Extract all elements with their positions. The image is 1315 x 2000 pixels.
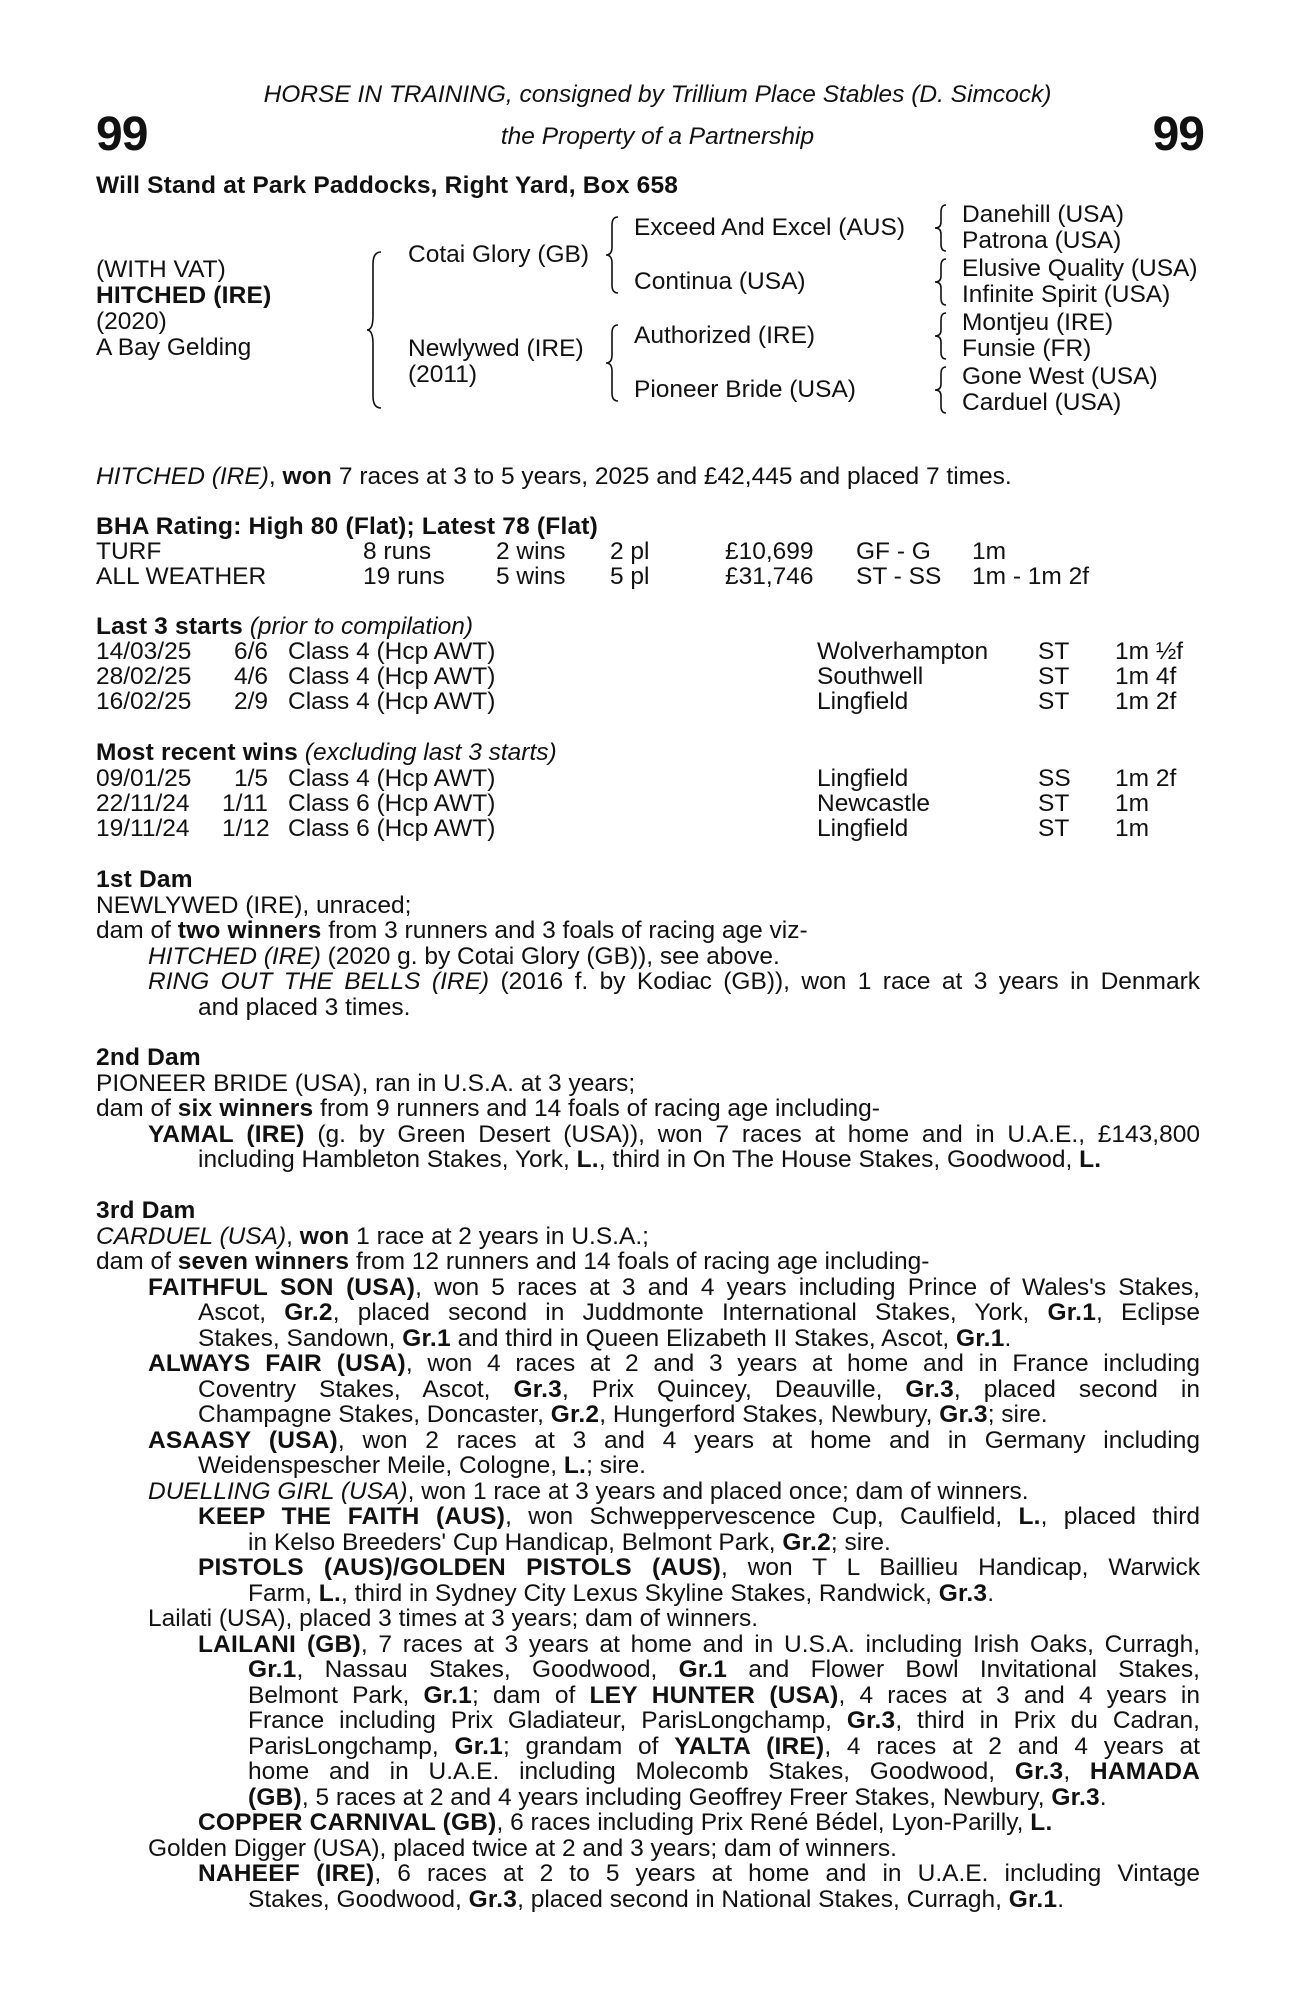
gg-4: Infinite Spirit (USA): [962, 281, 1171, 308]
foal-name: HITCHED (IRE): [148, 942, 321, 970]
text-bold: L.: [1030, 1809, 1053, 1836]
rating-runs: 19 runs: [363, 563, 445, 590]
text: from 9 runners and 14 foals of racing age including-: [313, 1095, 880, 1122]
text: Coventry Stakes, Ascot,: [198, 1375, 514, 1403]
text: dam of: [96, 1095, 178, 1122]
start-class: Class 4 (Hcp AWT): [288, 688, 496, 715]
text: Champagne Stakes, Doncaster,: [198, 1401, 551, 1428]
start-course: Wolverhampton: [817, 638, 989, 665]
gg-brace-3: [933, 310, 949, 362]
third-dam-line: [96, 1224, 1200, 1250]
summary-won: won: [282, 463, 333, 490]
foal-cont: [248, 1657, 1200, 1683]
text: , 6 races including Prix René Bédel, Lyon-Parilly,: [496, 1809, 1031, 1836]
gg-6: Funsie (FR): [962, 335, 1092, 362]
text-bold: Gr.1: [454, 1732, 503, 1760]
foal-cont: [96, 1785, 1200, 1811]
text: , won Schweppervescence Cup, Caulfield,: [505, 1503, 1019, 1530]
header-consignor: HORSE IN TRAINING, consigned by Trillium Place Stables (D. Simcock): [263, 81, 1052, 108]
text: from 12 runners and 14 foals of racing age including-: [349, 1248, 930, 1275]
start-date: 28/02/25: [96, 663, 192, 690]
text: ; sire.: [987, 1401, 1048, 1428]
text: ,: [1063, 1758, 1090, 1785]
text-bold: seven winners: [177, 1248, 350, 1275]
foal-cont: [248, 1734, 1200, 1760]
text: and third in Queen Elizabeth II Stakes, Ascot,: [450, 1324, 957, 1352]
foal-cont: [96, 1326, 1200, 1352]
pedigree-brace-main: [365, 250, 385, 410]
foal-cont: [248, 1708, 1200, 1734]
win-distance: 1m 2f: [1115, 765, 1177, 792]
second-dam-foal-cont: [96, 1147, 1200, 1173]
foal-cont: [96, 1887, 1200, 1913]
foal-name: FAITHFUL SON (USA): [148, 1273, 416, 1301]
text: ; sire.: [586, 1452, 646, 1479]
text: ; dam of: [471, 1681, 590, 1709]
start-going: ST: [1038, 638, 1070, 665]
gg-brace-1: [933, 202, 949, 254]
start-position: 6/6: [234, 638, 269, 665]
dam-year: (2011): [408, 361, 478, 388]
win-class: Class 4 (Hcp AWT): [288, 765, 496, 792]
text: , Prix Quincey, Deauville,: [561, 1375, 906, 1403]
summary-horse-name: HITCHED (IRE): [96, 463, 269, 490]
text-bold: Gr.1: [678, 1656, 728, 1683]
win-distance: 1m: [1115, 790, 1150, 817]
text: , Hungerford Stakes, Newbury,: [599, 1401, 940, 1428]
first-dam-foal-cont: and placed 3 times.: [198, 993, 411, 1021]
lot-number-left: 99: [96, 108, 148, 161]
win-class: Class 6 (Hcp AWT): [288, 815, 496, 842]
text: in Kelso Breeders' Cup Handicap, Belmont Park,: [248, 1528, 783, 1556]
gg-3: Elusive Quality (USA): [962, 255, 1198, 282]
foal-name: ASAASY (USA): [148, 1426, 338, 1454]
text-bold: won: [299, 1222, 350, 1250]
win-distance: 1m: [1115, 815, 1150, 842]
text: ,: [286, 1222, 300, 1250]
rating-prize: £31,746: [725, 563, 814, 590]
text: .: [1099, 1783, 1107, 1811]
text-bold: LEY HUNTER (USA): [589, 1681, 839, 1709]
text-bold: Gr.3: [468, 1885, 518, 1913]
dam-sire: Authorized (IRE): [634, 322, 816, 349]
second-dam-section: [96, 1045, 1200, 1173]
foal-lailani: [198, 1632, 1200, 1658]
text: , placed second in: [953, 1375, 1200, 1403]
foal-faithful-son: [148, 1275, 1200, 1301]
text: (g. by Green Desert (USA)), won 7 races at home and in U.A.E., £143,800: [304, 1120, 1200, 1148]
start-course: Lingfield: [817, 688, 909, 715]
foal-cont: [96, 1581, 1200, 1607]
text-bold: Gr.3: [938, 1579, 988, 1607]
text: , won T L Baillieu Handicap, Warwick: [721, 1554, 1200, 1581]
foal-name: YAMAL (IRE): [148, 1120, 305, 1148]
dam-name: CARDUEL (USA): [96, 1222, 287, 1250]
start-course: Southwell: [817, 663, 924, 690]
summary-text: 7 races at 3 to 5 years, 2025 and £42,445 and placed 7 times.: [332, 463, 1012, 490]
bha-rating-title: BHA Rating: High 80 (Flat); Latest 78 (Flat): [96, 513, 598, 540]
text: , won 2 races at 3 and 4 years at home and in Germany including: [337, 1426, 1200, 1454]
text: and Flower Bowl Invitational Stakes,: [727, 1656, 1200, 1683]
text-bold: HAMADA: [1089, 1758, 1200, 1785]
gg-brace-2: [933, 256, 949, 308]
text-bold: L.: [1018, 1503, 1041, 1530]
gg-2: Patrona (USA): [962, 227, 1122, 254]
foal-cont: [248, 1683, 1200, 1709]
text: ; grandam of: [502, 1732, 675, 1760]
text: .: [1057, 1885, 1065, 1913]
rating-distance: 1m: [972, 538, 1007, 565]
text-bold: Gr.1: [402, 1324, 451, 1352]
win-date: 22/11/24: [96, 790, 190, 817]
text-bold: L.: [318, 1579, 341, 1607]
text: , Nassau Stakes, Goodwood,: [296, 1656, 679, 1683]
second-dam-produce: [96, 1096, 1200, 1122]
start-position: 2/9: [234, 688, 269, 715]
gg-1: Danehill (USA): [962, 201, 1125, 228]
foal-cont: [96, 1402, 1200, 1428]
second-dam-line: PIONEER BRIDE (USA), ran in U.S.A. at 3 years;: [96, 1069, 636, 1097]
text: ParisLongchamp,: [248, 1732, 455, 1760]
text: , won 4 races at 2 and 3 years at home and in France including: [405, 1350, 1200, 1377]
start-date: 16/02/25: [96, 688, 192, 715]
text: Weidenspescher Meile, Cologne,: [198, 1452, 564, 1479]
text-bold: YALTA (IRE): [674, 1732, 825, 1760]
text-bold: Gr.3: [1051, 1783, 1100, 1811]
text-bold: Gr.1: [956, 1324, 1005, 1352]
text-bold: Gr.1: [423, 1681, 472, 1709]
text: .: [1004, 1324, 1012, 1352]
start-going: ST: [1038, 688, 1070, 715]
pedigree-brace-dam: [604, 323, 622, 403]
sire-dam: Continua (USA): [634, 268, 806, 295]
horse-name: HITCHED (IRE): [96, 282, 272, 309]
foal-cont: [96, 1453, 1200, 1479]
win-date: 09/01/25: [96, 765, 192, 792]
foal-name: KEEP THE FAITH (AUS): [198, 1503, 506, 1530]
pedigree-brace-sire: [604, 215, 622, 295]
gg-7: Gone West (USA): [962, 363, 1158, 390]
text-bold: Gr.3: [846, 1707, 896, 1734]
text: , won 5 races at 3 and 4 years including Prince of Wales's Stakes,: [415, 1273, 1200, 1301]
text-bold: Gr.2: [782, 1528, 831, 1556]
foal-asaasy: [148, 1428, 1200, 1454]
start-going: ST: [1038, 663, 1070, 690]
text-bold: six winners: [177, 1095, 314, 1122]
last-starts-note: (prior to compilation): [249, 613, 474, 640]
text-bold: (GB): [248, 1783, 302, 1811]
first-dam-foal: [96, 944, 1200, 970]
win-position: 1/11: [222, 790, 268, 817]
text: dam of: [96, 1248, 178, 1275]
win-going: ST: [1038, 815, 1070, 842]
win-going: ST: [1038, 790, 1070, 817]
text-bold: Gr.1: [248, 1656, 297, 1683]
text: .: [987, 1579, 995, 1607]
start-position: 4/6: [234, 663, 269, 690]
text-bold: Gr.3: [939, 1401, 988, 1428]
first-dam-foal: [148, 969, 1200, 995]
foal-naheef: [198, 1861, 1200, 1887]
text: Stakes, Goodwood,: [248, 1885, 469, 1913]
gg-brace-4: [933, 364, 949, 416]
start-distance: 1m 2f: [1115, 688, 1177, 715]
text: from 3 runners and 3 foals of racing age viz-: [321, 917, 808, 944]
second-dam-title: 2nd Dam: [96, 1044, 201, 1071]
first-dam-produce: [96, 918, 1200, 944]
vat-note: (WITH VAT): [96, 256, 226, 283]
stand-location: Will Stand at Park Paddocks, Right Yard, Box 658: [96, 172, 679, 199]
text: , placed second in National Stakes, Curragh,: [517, 1885, 1009, 1913]
text: (2020 g. by Cotai Glory (GB)), see above.: [320, 942, 780, 970]
text: , 7 races at 3 years at home and in U.S.A. including Irish Oaks, Curragh,: [360, 1630, 1201, 1658]
rating-going: GF - G: [856, 538, 931, 565]
gg-5: Montjeu (IRE): [962, 309, 1114, 336]
foal-cont: [96, 1530, 1200, 1556]
sire-name: Cotai Glory (GB): [408, 241, 590, 268]
start-date: 14/03/25: [96, 638, 192, 665]
dam-dam: Pioneer Bride (USA): [634, 376, 856, 403]
first-dam-title: 1st Dam: [96, 866, 193, 893]
text: , 5 races at 2 and 4 years including Geoffrey Freer Stakes, Newbury,: [301, 1783, 1052, 1811]
foal-cont: [198, 1300, 1200, 1326]
text: , third in On The House Stakes, Goodwood,: [598, 1146, 1080, 1173]
text-bold: Gr.2: [550, 1401, 600, 1428]
text: Stakes, Sandown,: [198, 1324, 403, 1352]
recent-wins-heading: Most recent wins: [96, 739, 298, 766]
rating-distance: 1m - 1m 2f: [972, 563, 1090, 590]
foal-pistols: [198, 1555, 1200, 1581]
win-course: Lingfield: [817, 815, 909, 842]
rating-prize: £10,699: [725, 538, 814, 565]
gg-8: Carduel (USA): [962, 389, 1122, 416]
text-bold: Gr.3: [905, 1375, 954, 1403]
text-bold: Gr.1: [1008, 1885, 1058, 1913]
start-distance: 1m ½f: [1115, 638, 1184, 665]
rating-placed: 5 pl: [610, 563, 650, 590]
lot-number-right: 99: [1152, 108, 1204, 161]
text: , 4 races at 2 and 4 years at: [824, 1732, 1200, 1760]
text-bold: L.: [563, 1452, 587, 1479]
race-summary: HITCHED (IRE), won 7 races at 3 to 5 years, 2025 and £42,445 and placed 7 times.: [96, 463, 1012, 490]
horse-year: (2020): [96, 308, 167, 335]
rating-placed: 2 pl: [610, 538, 650, 565]
win-course: Newcastle: [817, 790, 931, 817]
text: Belmont Park,: [248, 1681, 424, 1709]
foal-name: DUELLING GIRL (USA): [148, 1477, 408, 1505]
second-dam-foal: [148, 1122, 1200, 1148]
win-position: 1/5: [234, 765, 269, 792]
win-course: Lingfield: [817, 765, 909, 792]
foal-name: NAHEEF (IRE): [198, 1860, 375, 1887]
last-starts-heading: Last 3 starts: [96, 613, 243, 640]
rating-surface: TURF: [96, 538, 162, 565]
last-starts-title: [96, 614, 473, 640]
text: , third in Prix du Cadran,: [895, 1707, 1200, 1734]
first-dam-section: [96, 867, 1200, 1020]
text: , third in Sydney City Lexus Skyline Stakes, Randwick,: [340, 1579, 939, 1607]
start-class: Class 4 (Hcp AWT): [288, 663, 496, 690]
text: 1 race at 2 years in U.S.A.;: [349, 1222, 649, 1250]
foal-cont: [198, 1377, 1200, 1403]
win-going: SS: [1038, 765, 1071, 792]
foal-duelling-girl: [96, 1479, 1200, 1505]
text-bold: L.: [1079, 1146, 1102, 1173]
win-position: 1/12: [222, 815, 270, 842]
text: including Hambleton Stakes, York,: [198, 1146, 577, 1173]
dam-name: Newlywed (IRE): [408, 335, 584, 362]
win-date: 19/11/24: [96, 815, 190, 842]
text-bold: Gr.1: [1047, 1299, 1097, 1326]
foal-always-fair: [148, 1351, 1200, 1377]
foal-name: RING OUT THE BELLS (IRE): [148, 968, 490, 995]
foal-keep-the-faith: [198, 1504, 1200, 1530]
third-dam-produce: [96, 1249, 1200, 1275]
rating-wins: 2 wins: [496, 538, 566, 565]
text: , won 1 race at 3 years and placed once; dam of winners.: [407, 1477, 1029, 1505]
text-bold: Gr.3: [513, 1375, 562, 1403]
text: Farm,: [248, 1579, 319, 1607]
text: home and in U.A.E. including Molecomb Stakes, Goodwood,: [248, 1758, 1015, 1785]
rating-going: ST - SS: [856, 563, 942, 590]
text: , 6 races at 2 to 5 years at home and in U.A.E. including Vintage: [374, 1860, 1200, 1887]
foal-copper-carnival: [96, 1810, 1200, 1836]
rating-surface: ALL WEATHER: [96, 563, 267, 590]
text: ; sire.: [830, 1528, 891, 1556]
text: , Eclipse: [1096, 1299, 1200, 1326]
text-bold: Gr.3: [1014, 1758, 1064, 1785]
text-bold: Gr.2: [284, 1299, 333, 1326]
start-class: Class 4 (Hcp AWT): [288, 638, 496, 665]
text-bold: two winners: [177, 917, 322, 944]
third-dam-section: [96, 1198, 1200, 1912]
recent-wins-title: [96, 740, 557, 766]
recent-wins-note: (excluding last 3 starts): [304, 739, 557, 766]
foal-name: LAILANI (GB): [198, 1630, 361, 1658]
start-distance: 1m 4f: [1115, 663, 1177, 690]
text: , placed third: [1040, 1503, 1200, 1530]
text-bold: L.: [576, 1146, 599, 1173]
foal-name: ALWAYS FAIR (USA): [148, 1350, 406, 1377]
third-dam-title: 3rd Dam: [96, 1197, 196, 1224]
foal-name: PISTOLS (AUS)/GOLDEN PISTOLS (AUS): [198, 1554, 721, 1581]
text: (2016 f. by Kodiac (GB)), won 1 race at 3 years in Denmark: [489, 968, 1200, 995]
foal-cont: [248, 1759, 1200, 1785]
text: Ascot,: [198, 1299, 285, 1326]
sire-sire: Exceed And Excel (AUS): [634, 214, 905, 241]
text: dam of: [96, 917, 178, 944]
win-class: Class 6 (Hcp AWT): [288, 790, 496, 817]
rating-runs: 8 runs: [363, 538, 432, 565]
rating-wins: 5 wins: [496, 563, 566, 590]
text: , placed second in Juddmonte International Stakes, York,: [332, 1299, 1048, 1326]
foal-golden-digger: Golden Digger (USA), placed twice at 2 and 3 years; dam of winners.: [148, 1834, 897, 1862]
text: France including Prix Gladiateur, ParisLongchamp,: [248, 1707, 847, 1734]
foal-lailati: Lailati (USA), placed 3 times at 3 years; dam of winners.: [148, 1605, 759, 1632]
first-dam-line: NEWLYWED (IRE), unraced;: [96, 891, 412, 919]
foal-name: COPPER CARNIVAL (GB): [198, 1809, 497, 1836]
text: , 4 races at 3 and 4 years in: [838, 1681, 1200, 1709]
horse-description: A Bay Gelding: [96, 334, 252, 361]
header-property: the Property of a Partnership: [500, 123, 815, 150]
